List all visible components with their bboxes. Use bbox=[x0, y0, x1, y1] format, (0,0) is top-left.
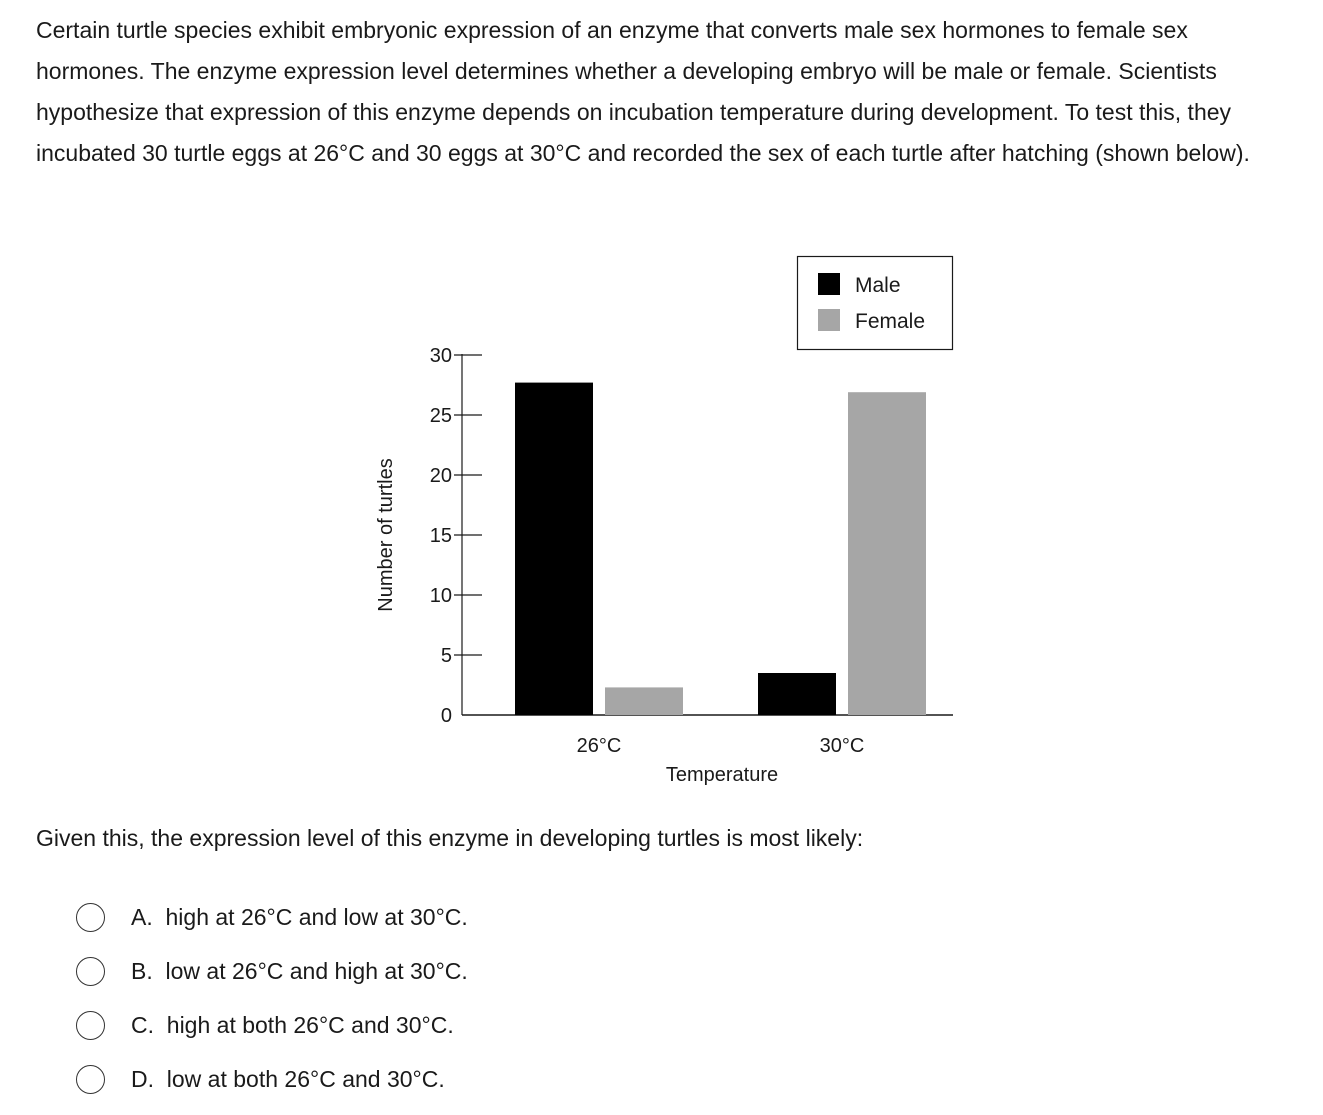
x-tick-label: 26°C bbox=[576, 735, 622, 757]
x-axis-label: Temperature bbox=[665, 764, 779, 786]
bar-male-2 bbox=[758, 673, 836, 715]
question-stem: Certain turtle species exhibit embryonic expression of an enzyme that converts male sex hormones to female sex hormones. The enzyme expression level determines whether a developing embryo will be male or female. Scientists hypothesize that expression of this enzyme depends on incubation temperature during development. To test this, they incubated 30 turtle eggs at 26°C and 30 eggs at 30°C and recorded the sex of each turtle after hatching (shown below). bbox=[36, 17, 1250, 166]
y-tick-label: 15 bbox=[429, 525, 452, 547]
bar-male-1 bbox=[515, 383, 593, 715]
legend-box bbox=[798, 257, 953, 350]
y-axis-label: Number of turtles bbox=[375, 458, 397, 612]
legend-swatch-female bbox=[818, 309, 840, 331]
y-tick-label: 25 bbox=[429, 405, 452, 427]
option-d-label: D. low at both 26°C and 30°C. bbox=[131, 1065, 445, 1092]
option-c[interactable] bbox=[76, 998, 468, 1052]
y-tick-label: 10 bbox=[429, 585, 452, 607]
option-b-label: B. low at 26°C and high at 30°C. bbox=[131, 957, 468, 984]
x-tick-label: 30°C bbox=[819, 735, 865, 757]
radio-button-d[interactable] bbox=[76, 1065, 105, 1094]
legend-label-female: Female bbox=[855, 310, 926, 333]
radio-button-a[interactable] bbox=[76, 903, 105, 932]
radio-button-b[interactable] bbox=[76, 957, 105, 986]
option-a[interactable] bbox=[76, 890, 468, 944]
legend-label-male: Male bbox=[855, 274, 901, 297]
option-a-label: A. high at 26°C and low at 30°C. bbox=[131, 903, 468, 930]
y-tick-label: 30 bbox=[429, 345, 452, 367]
answer-options bbox=[76, 890, 468, 1106]
bar-female-1 bbox=[605, 687, 683, 715]
y-tick-label: 0 bbox=[440, 705, 452, 727]
y-tick-label: 5 bbox=[440, 645, 452, 667]
legend-swatch-male bbox=[818, 273, 840, 295]
question-prompt: Given this, the expression level of this enzyme in developing turtles is most likely: bbox=[36, 825, 864, 851]
radio-button-c[interactable] bbox=[76, 1011, 105, 1040]
y-tick-label: 20 bbox=[429, 465, 452, 487]
option-b[interactable] bbox=[76, 944, 468, 998]
bar-female-2 bbox=[848, 392, 926, 715]
option-c-label: C. high at both 26°C and 30°C. bbox=[131, 1011, 454, 1038]
option-d[interactable] bbox=[76, 1052, 468, 1106]
